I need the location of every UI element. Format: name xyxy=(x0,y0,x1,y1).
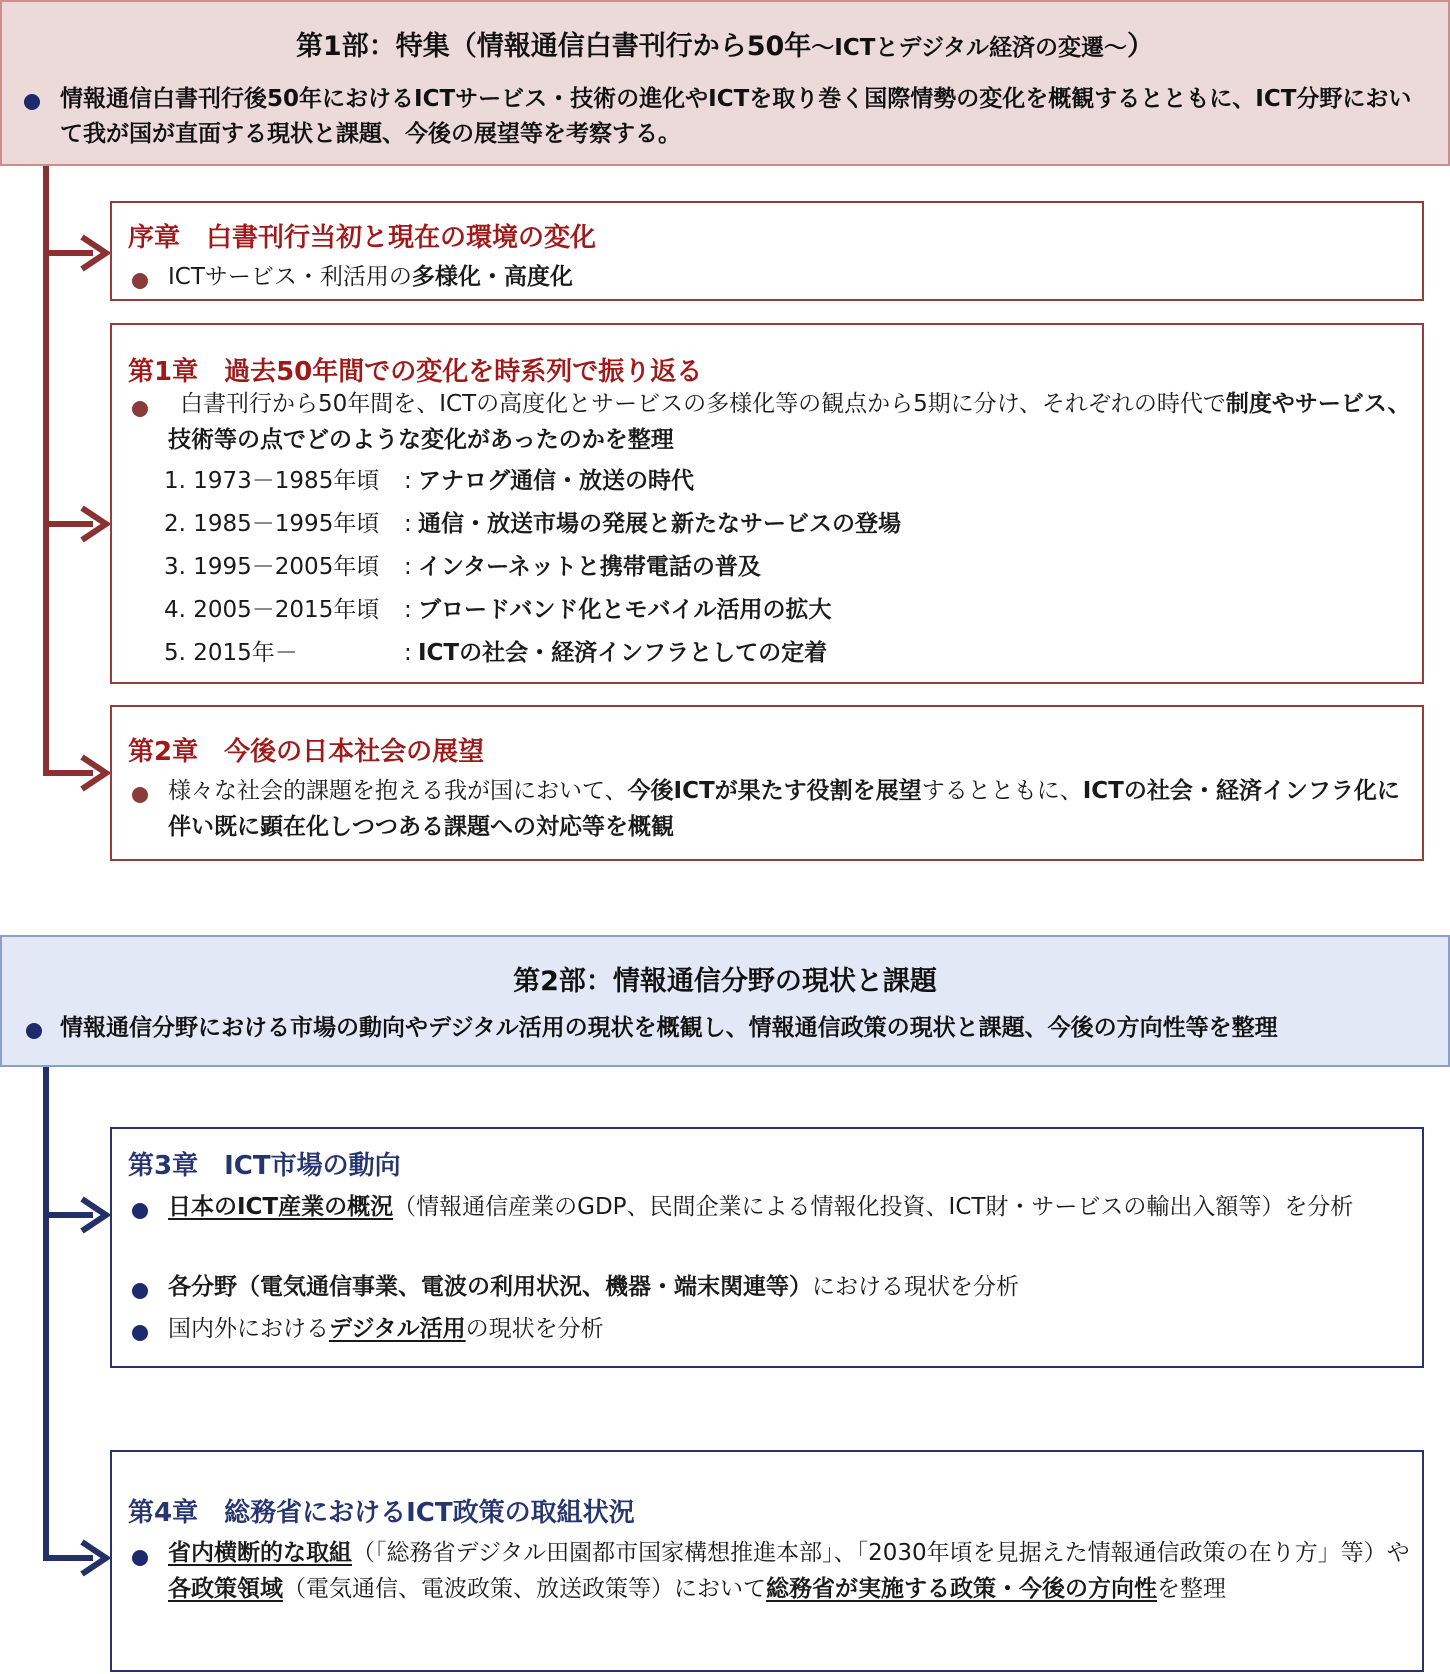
period-years: 5. 2015年－ xyxy=(164,640,298,666)
part2-title: 第2部：情報通信分野の現状と課題 xyxy=(513,966,937,997)
arrow-right-icon xyxy=(78,233,112,273)
chapter3-b3-bold: デジタル活用 xyxy=(329,1316,466,1342)
chapter2-bullet-bold2: ICTの社会・経済インフラ化に伴い既に顕在化しつつある課題への対応等を概観 xyxy=(168,778,1400,840)
part1-title-end: ） xyxy=(1127,31,1155,62)
chapter3-bullet-3 xyxy=(168,1311,1418,1347)
chapter3-b3-pre: 国内外における xyxy=(168,1316,329,1342)
chapter4-b1-bold3: 総務省が実施する政策・今後の方向性 xyxy=(766,1576,1157,1602)
period-label: ブロードバンド化とモバイル活用の拡大 xyxy=(418,597,832,623)
bullet-icon xyxy=(132,1203,148,1219)
arrow-right-icon xyxy=(78,504,112,544)
bullet-icon xyxy=(24,94,40,110)
chapter3-b1-text: （情報通信産業のGDP、民間企業による情報化投資、ICT財・サービスの輸出入額等）を分析 xyxy=(393,1194,1354,1220)
bullet-icon xyxy=(26,1023,42,1039)
part1-connector-line xyxy=(43,166,49,776)
arrow-right-icon xyxy=(78,1538,112,1578)
chapter4-b1-mid1: （「総務省デジタル田園都市国家構想推進本部」、「2030年頃を見据えた情報通信政策の在り方」等）や xyxy=(352,1540,1410,1566)
period-years: 3. 1995－2005年頃 xyxy=(164,554,380,580)
bullet-icon xyxy=(132,1325,148,1341)
chapter4-b1-bold1: 省内横断的な取組 xyxy=(168,1540,352,1566)
bullet-icon xyxy=(132,273,148,289)
chapter1-title: 第1章 過去50年間での変化を時系列で振り返る xyxy=(128,357,703,387)
chapter2-bullet-bold1: 今後ICTが果たす役割を展望 xyxy=(627,778,922,804)
prologue-bullet xyxy=(168,259,573,295)
period-years: 1. 1973－1985年頃 xyxy=(164,468,380,494)
chapter2-bullet xyxy=(168,773,1418,845)
bullet-icon xyxy=(132,1550,148,1566)
chapter1-box xyxy=(110,323,1424,684)
part1-title-sub: ～ICTとデジタル経済の変遷～ xyxy=(811,35,1128,61)
part2-connector-line xyxy=(43,1067,49,1560)
chapter2-bullet-mid: するとともに、 xyxy=(921,778,1083,804)
part2-header xyxy=(0,935,1450,1067)
bullet-icon xyxy=(132,401,148,417)
chapter4-b1-end: を整理 xyxy=(1157,1576,1226,1602)
period-colon: : xyxy=(404,468,412,494)
chapter4-title: 第4章 総務省におけるICT政策の取組状況 xyxy=(128,1498,635,1528)
chapter3-b1-bold: 日本のICT産業の概況 xyxy=(168,1194,394,1220)
part1-header xyxy=(0,0,1450,166)
arrow-right-icon xyxy=(78,753,112,793)
chapter3-b2-text: における現状を分析 xyxy=(812,1274,1019,1300)
chapter3-box xyxy=(110,1127,1424,1368)
period-label: インターネットと携帯電話の普及 xyxy=(418,554,761,580)
part1-description: 情報通信白書刊行後50年におけるICTサービス・技術の進化やICTを取り巻く国際情勢の変化を概観するとともに、ICT分野において我が国が直面する現状と課題、今後の展望等を考察する。 xyxy=(60,86,1412,147)
period-label: ICTの社会・経済インフラとしての定着 xyxy=(418,640,828,666)
arrow-right-icon xyxy=(78,1195,112,1235)
chapter4-bullet xyxy=(168,1535,1418,1607)
prologue-title: 序章 白書刊行当初と現在の環境の変化 xyxy=(128,223,597,253)
chapter3-b2-bold: 各分野（電気通信事業、電波の利用状況、機器・端末関連等） xyxy=(168,1274,812,1300)
chapter3-title: 第3章 ICT市場の動向 xyxy=(128,1151,401,1181)
chapter4-b1-bold2: 各政策領域 xyxy=(168,1576,283,1602)
bullet-icon xyxy=(132,787,148,803)
chapter2-title: 第2章 今後の日本社会の展望 xyxy=(128,737,485,767)
prologue-bullet-text: ICTサービス・利活用の xyxy=(168,264,412,290)
period-years: 2. 1985－1995年頃 xyxy=(164,511,380,537)
period-colon: : xyxy=(404,597,412,623)
chapter3-bullet-2 xyxy=(168,1269,1418,1305)
prologue-box xyxy=(110,201,1424,301)
chapter2-bullet-text: 様々な社会的課題を抱える我が国において、 xyxy=(168,778,628,804)
bullet-icon xyxy=(132,1283,148,1299)
period-colon: : xyxy=(404,511,412,537)
chapter1-bullet xyxy=(168,386,1418,458)
period-label: 通信・放送市場の発展と新たなサービスの登場 xyxy=(418,511,901,537)
period-colon: : xyxy=(404,554,412,580)
period-years: 4. 2005－2015年頃 xyxy=(164,597,380,623)
chapter1-bullet-bold: 制度やサービス、技術等の点でどのような変化があったのかを整理 xyxy=(168,391,1411,453)
chapter3-b3-text: の現状を分析 xyxy=(465,1316,604,1342)
chapter4-box xyxy=(110,1450,1424,1672)
prologue-bullet-bold: 多様化・高度化 xyxy=(411,264,573,290)
chapter2-box xyxy=(110,705,1424,861)
chapter1-bullet-text: 白書刊行から50年間を、ICTの高度化とサービスの多様化等の観点から5期に分け、それぞれの時代で xyxy=(180,391,1226,417)
period-label: アナログ通信・放送の時代 xyxy=(418,468,694,494)
part2-description: 情報通信分野における市場の動向やデジタル活用の現状を概観し、情報通信政策の現状と課題、今後の方向性等を整理 xyxy=(60,1015,1278,1041)
part1-title xyxy=(2,24,1448,63)
part1-title-main: 第1部：特集（情報通信白書刊行から50年 xyxy=(295,31,812,62)
chapter4-b1-mid2: （電気通信、電波政策、放送政策等）において xyxy=(283,1576,766,1602)
chapter3-bullet-1 xyxy=(168,1189,1418,1225)
period-colon: : xyxy=(404,640,412,666)
